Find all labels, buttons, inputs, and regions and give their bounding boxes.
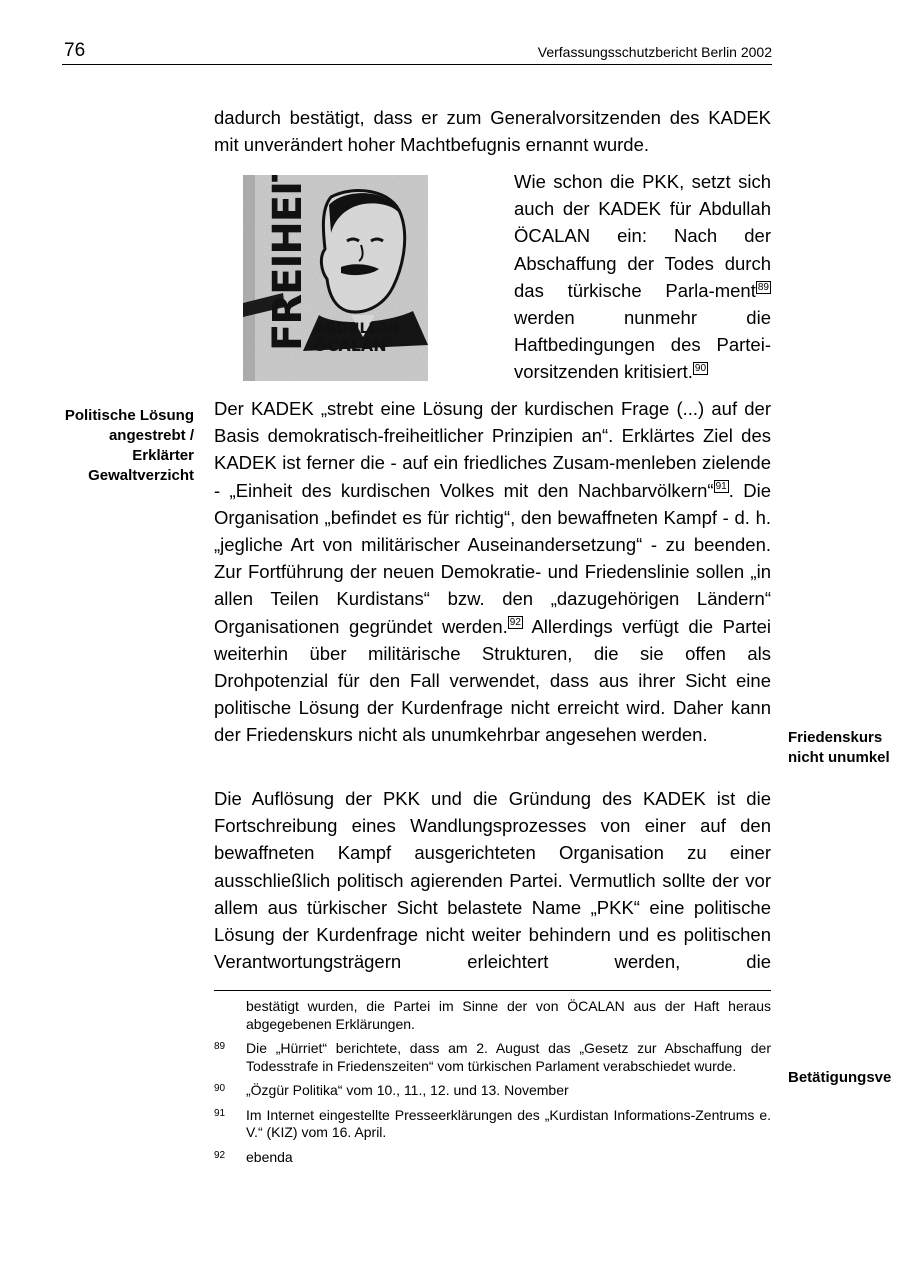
footnote-90	[214, 1082, 771, 1100]
footnote-number: 89	[214, 1041, 226, 1052]
paragraph-kadek-part-c: Allerdings verfügt die Partei weiterhin über militärische Strukturen, die sie offen als Drohpotenzial für den Fall verwendet, dass aus ihrer Sicht eine politische Lösung der Kurdenfrage nicht erreicht wird. Daher kann der Friedenskurs nicht als unumkehrbar angesehen werden.	[214, 615, 771, 746]
paragraph-ocalan-part-b: werden nunmehr die Haftbedingungen des Partei-vorsitzenden kritisiert.	[514, 307, 771, 383]
margin-note-activity	[788, 1068, 891, 1088]
margin-note-line: Erklärter	[132, 447, 194, 464]
paragraph-kadek-part-b: . Die Organisation „befindet es für richtig“, den bewaffneten Kampf - d. h. „jegliche Art von militärischer Auseinandersetzung“ - zu beenden. Zur Fortführung der neuen Demokratie- und Friedenslinie sollen „in allen Teilen Kurdistans“ bzw. den „dazugehörigen Ländern“ Organisationen gegründet werden.	[214, 479, 771, 637]
footnote-ref-92[interactable]: 92	[509, 617, 521, 629]
margin-note-line: nicht unumkel	[788, 749, 890, 766]
poster-name-line-1: ABDULLAH	[315, 321, 400, 337]
footnote-text: bestätigt wurden, die Partei im Sinne der von ÖCALAN aus der Haft heraus abgegebenen Erklärungen.	[246, 998, 771, 1032]
margin-note-political-solution	[20, 406, 194, 486]
footnote-number: 91	[214, 1107, 226, 1119]
footnote-separator	[214, 990, 771, 991]
poster-photo-svg	[243, 175, 428, 381]
paragraph-ocalan	[514, 168, 771, 386]
footnote-91	[214, 1107, 771, 1142]
page-number: 76	[64, 40, 86, 61]
margin-note-peace-course	[788, 728, 890, 768]
margin-note-line: Friedenskurs	[788, 729, 883, 746]
paragraph-ocalan-part-a: Wie schon die PKK, setzt sich auch der KADEK für Abdullah ÖCALAN ein: Nach der Abschaffung der Todes durch das türkische Parla-ment	[514, 171, 771, 301]
footnote-ref-91[interactable]: 91	[715, 481, 727, 493]
footnote-ref-89[interactable]: 89	[757, 281, 769, 293]
footnote-number: 92	[214, 1149, 226, 1161]
footnote-text: Im Internet eingestellte Presseerklärungen des „Kurdistan Informations-Zentrums e. V.“ (KIZ) vom 16. April.	[246, 1106, 771, 1140]
footnote-number	[214, 998, 246, 1033]
header-rule	[62, 64, 772, 65]
poster-vertical-text: FREIHEIT	[265, 175, 311, 351]
margin-note-line: Betätigungsve	[788, 1069, 892, 1086]
margin-note-line: angestrebt /	[108, 427, 194, 444]
footnote-number: 90	[214, 1083, 226, 1094]
footnote-continuation	[214, 998, 771, 1033]
footnote-text: Die „Hürriet“ berichtete, dass am 2. August das „Gesetz zur Abschaffung der Todesstrafe in Friedenszeiten“ vom türkischen Parlament verabschiedet wurde.	[246, 1040, 771, 1074]
poster-name-line-2: ÖCALAN	[313, 336, 387, 355]
margin-note-line: Politische Lösung	[64, 407, 194, 424]
paragraph-kadek-goals	[214, 395, 771, 749]
running-title: Verfassungsschutzbericht Berlin 2002	[537, 44, 772, 60]
paragraph-kadek-part-a: Der KADEK „strebt eine Lösung der kurdischen Frage (...) auf der Basis demokratisch-freiheitlicher Prinzipien an“. Erklärtes Ziel des KADEK ist ferner die - auf ein friedliches Zusam-menleben zielende - „Einheit des kurdischen Volkes mit den Nachbarvölkern“	[214, 398, 771, 501]
footnotes	[214, 998, 771, 1173]
footnote-text: „Özgür Politika“ vom 10., 11., 12. und 13. November	[246, 1082, 569, 1098]
footnote-92	[214, 1149, 771, 1167]
footnote-text: ebenda	[246, 1148, 293, 1165]
paragraph-intro: dadurch bestätigt, dass er zum Generalvorsitzenden des KADEK mit unverändert hoher Machtbefugnis ernannt wurde.	[214, 107, 771, 156]
margin-note-line: Gewaltverzicht	[88, 467, 194, 484]
footnote-ref-90[interactable]: 90	[694, 363, 707, 375]
footnote-89	[214, 1040, 771, 1075]
poster-photo	[243, 175, 428, 381]
paragraph-dissolution: Die Auflösung der PKK und die Gründung des KADEK ist die Fortschreibung eines Wandlungsprozesses von einer auf den bewaffneten Kampf ausgerichteten Organisation zu einer ausschließlich politisch agierenden Partei. Vermutlich sollte der vor allem aus türkischer Sicht belastete Name „PKK“ eine politische Lösung der Kurdenfrage nicht weiter behindern und es politischen Verantwortungsträgern erleichtert werden, die	[214, 788, 771, 973]
